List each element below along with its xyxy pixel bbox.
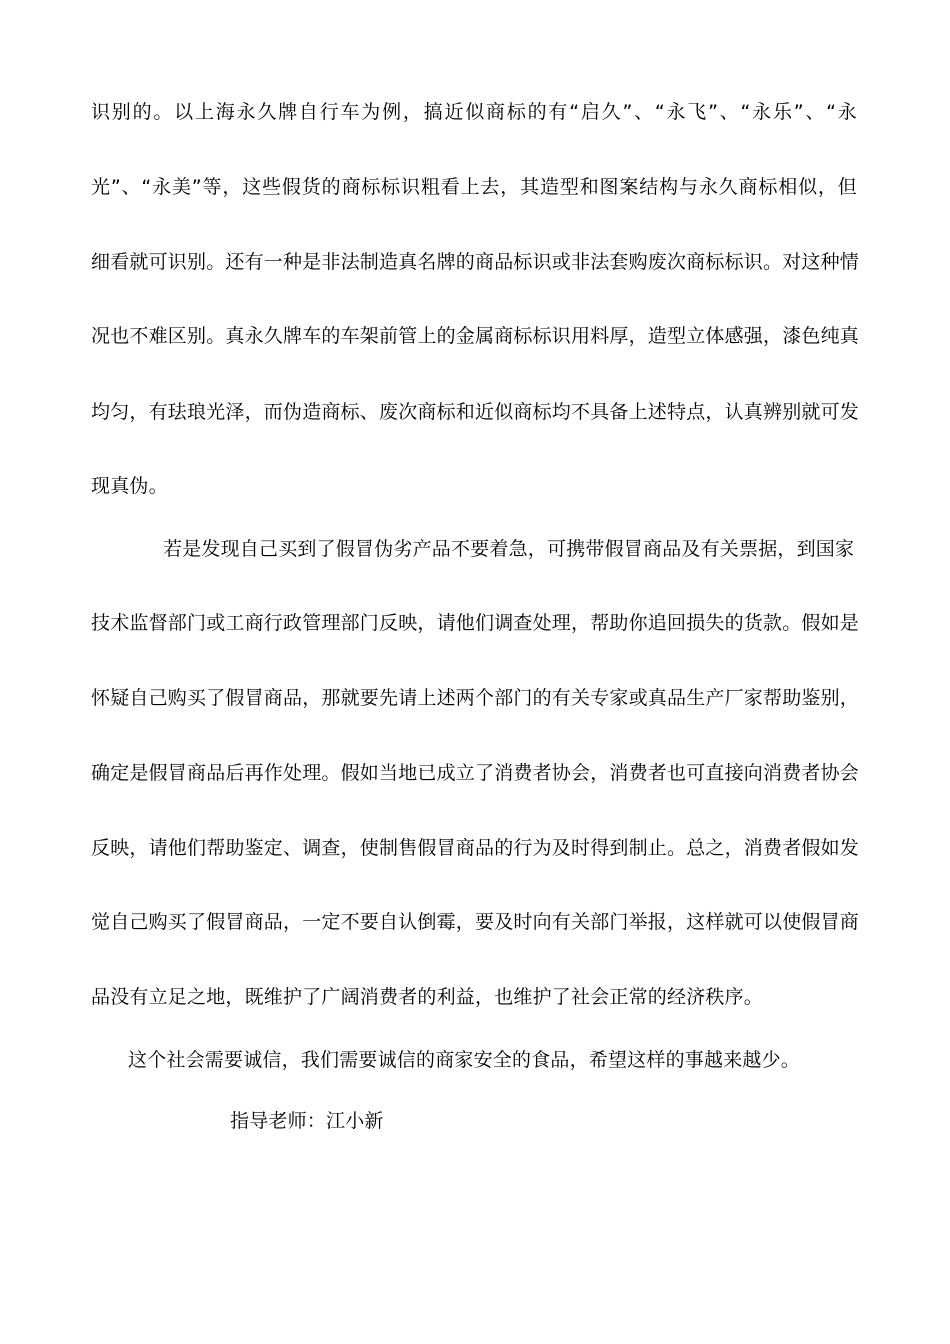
paragraph-2-line-7: 品没有立足之地，既维护了广阔消费者的利益，也维护了社会正常的经济秩序。 bbox=[91, 986, 764, 1008]
paragraph-2-line-1: 若是发现自己买到了假冒伪劣产品不要着急，可携带假冒商品及有关票据，到国家 bbox=[163, 538, 855, 560]
paragraph-2-line-4: 确定是假冒商品后再作处理。假如当地已成立了消费者协会，消费者也可直接向消费者协会 bbox=[91, 762, 860, 784]
advisor-line: 指导老师：江小新 bbox=[230, 1110, 384, 1132]
paragraph-1-line-1: 识别的。以上海永久牌自行车为例，搞近似商标的有“启久”、“永飞”、“永乐”、“永 bbox=[91, 101, 857, 123]
paragraph-2-line-3: 怀疑自己购买了假冒商品，那就要先请上述两个部门的有关专家或真品生产厂家帮助鉴别， bbox=[91, 687, 860, 709]
paragraph-1-line-6: 现真伪。 bbox=[91, 475, 168, 497]
closing-line: 这个社会需要诚信，我们需要诚信的商家安全的食品，希望这样的事越来越少。 bbox=[128, 1049, 801, 1071]
paragraph-1-line-5: 均匀，有珐琅光泽，而伪造商标、废次商标和近似商标均不具备上述特点，认真辨别就可发 bbox=[91, 401, 860, 423]
paragraph-1-line-4: 况也不难区别。真永久牌车的车架前管上的金属商标标识用料厚，造型立体感强，漆色纯真 bbox=[91, 325, 860, 347]
paragraph-2-line-5: 反映，请他们帮助鉴定、调查，使制售假冒商品的行为及时得到制止。总之，消费者假如发 bbox=[91, 837, 860, 859]
paragraph-2-line-6: 觉自己购买了假冒商品，一定不要自认倒霉，要及时向有关部门举报，这样就可以使假冒商 bbox=[91, 911, 860, 933]
paragraph-2-line-2: 技术监督部门或工商行政管理部门反映，请他们调查处理，帮助你追回损失的货款。假如是 bbox=[91, 612, 860, 634]
paragraph-1-line-3: 细看就可识别。还有一种是非法制造真名牌的商品标识或非法套购废次商标标识。对这种情 bbox=[91, 251, 860, 273]
paragraph-1-line-2: 光”、“永美”等，这些假货的商标标识粗看上去，其造型和图案结构与永久商标相似，但 bbox=[91, 176, 857, 198]
